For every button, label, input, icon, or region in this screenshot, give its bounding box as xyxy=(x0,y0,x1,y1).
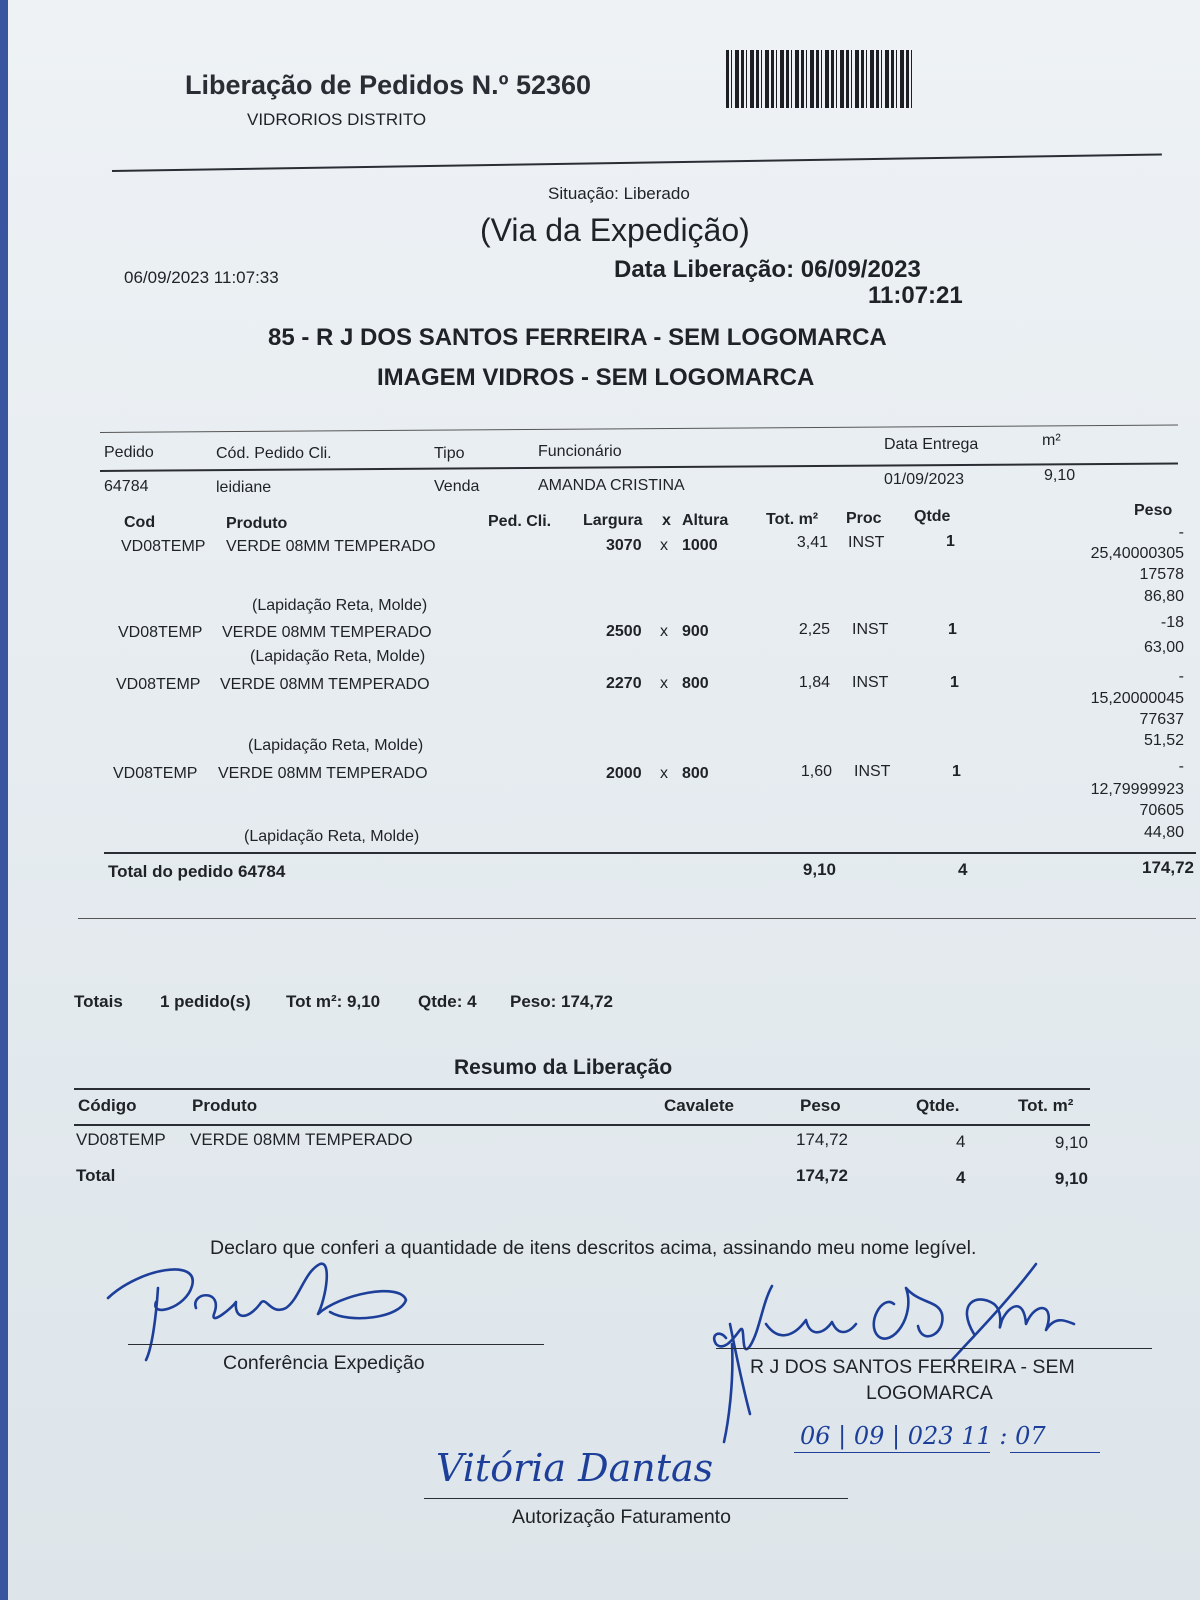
item-peso-4: 51,52 xyxy=(1143,732,1184,749)
item-peso-2: 15,20000045 xyxy=(1090,690,1184,707)
signature-line-right xyxy=(716,1348,1152,1349)
item-qtde: 1 xyxy=(952,763,961,780)
signature-label-right-2: LOGOMARCA xyxy=(866,1382,993,1404)
item-peso-1: -18 xyxy=(1160,614,1184,631)
order-value-cod-cli: leidiane xyxy=(216,479,272,496)
order-value-tipo: Venda xyxy=(434,478,480,495)
item-proc: INST xyxy=(848,534,885,551)
summary-row-peso: 174,72 xyxy=(796,1130,848,1149)
summary-header-cavalete: Cavalete xyxy=(664,1096,734,1115)
item-proc: INST xyxy=(852,621,889,638)
item-peso-1: - xyxy=(1178,668,1184,685)
summary-top-line xyxy=(74,1088,1090,1090)
page-edge xyxy=(0,0,8,1600)
barcode xyxy=(726,50,912,108)
item-altura: 1000 xyxy=(682,537,718,554)
item-peso-4: 86,80 xyxy=(1143,588,1184,605)
signature-label-right-1: R J DOS SANTOS FERREIRA - SEM xyxy=(750,1356,1075,1378)
summary-row-qtde: 4 xyxy=(956,1132,966,1151)
release-date: Data Liberação: 06/09/2023 xyxy=(614,256,921,283)
print-datetime: 06/09/2023 11:07:33 xyxy=(124,268,279,287)
summary-header-produto: Produto xyxy=(192,1096,258,1115)
summary-total-peso: 174,72 xyxy=(796,1166,848,1185)
item-altura: 800 xyxy=(682,765,709,782)
item-header-largura: Largura xyxy=(583,512,643,529)
summary-row-codigo: VD08TEMP xyxy=(76,1130,166,1149)
summary-title: Resumo da Liberação xyxy=(454,1056,673,1079)
time-underline xyxy=(1010,1452,1100,1453)
order-value-funcionario: AMANDA CRISTINA xyxy=(538,477,685,494)
item-largura: 2270 xyxy=(606,675,642,692)
item-header-qtde: Qtde xyxy=(914,508,951,525)
item-peso-2: 63,00 xyxy=(1143,639,1184,656)
item-largura: 2000 xyxy=(606,765,642,782)
item-peso-3: 70605 xyxy=(1139,802,1184,819)
item-altura: 900 xyxy=(682,623,709,640)
item-detail: (Lapidação Reta, Molde) xyxy=(252,597,428,614)
totals-label: Totais xyxy=(74,992,123,1011)
signature-line-bottom xyxy=(424,1498,848,1499)
item-x: x xyxy=(660,765,668,782)
handwritten-datetime: 06 | 09 | 023 11 : 07 xyxy=(800,1422,1046,1450)
item-header-ped-cli: Ped. Cli. xyxy=(488,513,552,530)
order-value-pedido: 64784 xyxy=(104,478,149,495)
signature-label-left: Conferência Expedição xyxy=(223,1352,425,1374)
item-detail: (Lapidação Reta, Molde) xyxy=(250,648,426,665)
item-qtde: 1 xyxy=(950,674,959,691)
items-total-m2: 9,10 xyxy=(802,860,836,879)
summary-header-codigo: Código xyxy=(78,1096,137,1115)
totals-peso: Peso: 174,72 xyxy=(510,992,614,1011)
summary-total-qtde: 4 xyxy=(956,1168,966,1187)
item-tot-m2: 2,25 xyxy=(798,621,830,638)
totals-pedidos: 1 pedido(s) xyxy=(160,992,251,1011)
signature-client xyxy=(706,1264,1106,1444)
item-header-produto: Produto xyxy=(226,515,288,532)
signature-stroke xyxy=(724,1344,732,1442)
item-header-altura: Altura xyxy=(682,512,729,529)
item-largura: 2500 xyxy=(606,623,642,640)
summary-header-peso: Peso xyxy=(800,1096,841,1115)
item-peso-1: - xyxy=(1178,524,1184,541)
item-tot-m2: 3,41 xyxy=(796,534,828,551)
item-x: x xyxy=(660,537,668,554)
signature-stroke xyxy=(195,1264,406,1319)
item-altura: 800 xyxy=(682,675,709,692)
item-header-proc: Proc xyxy=(846,510,882,527)
summary-total-label: Total xyxy=(76,1166,116,1185)
item-produto: VERDE 08MM TEMPERADO xyxy=(218,765,428,782)
item-header-peso: Peso xyxy=(1134,502,1173,519)
item-header-tot-m2: Tot. m² xyxy=(766,511,819,528)
summary-header-line xyxy=(74,1124,1090,1126)
item-proc: INST xyxy=(852,674,889,691)
item-peso-2: 25,40000305 xyxy=(1090,545,1184,562)
item-produto: VERDE 08MM TEMPERADO xyxy=(226,538,436,555)
summary-header-tot-m2: Tot. m² xyxy=(1018,1096,1074,1115)
summary-header-qtde: Qtde. xyxy=(916,1096,960,1115)
items-total-line xyxy=(104,852,1196,854)
item-cod: VD08TEMP xyxy=(118,624,203,641)
section-divider xyxy=(78,918,1196,919)
order-header-pedido: Pedido xyxy=(104,444,154,461)
status-text: Situação: Liberado xyxy=(548,184,690,203)
items-total-qtde: 4 xyxy=(958,860,968,879)
item-largura: 3070 xyxy=(606,537,642,554)
copy-label: (Via da Expedição) xyxy=(480,212,750,248)
item-header-cod: Cod xyxy=(124,514,156,531)
declaration-text: Declaro que conferi a quantidade de itens descritos acima, assinando meu nome legível. xyxy=(210,1237,977,1259)
item-x: x xyxy=(660,623,668,640)
document-title: Liberação de Pedidos N.º 52360 xyxy=(185,70,592,100)
items-total-peso: 174,72 xyxy=(1142,858,1194,877)
summary-row-produto: VERDE 08MM TEMPERADO xyxy=(190,1130,413,1149)
item-qtde: 1 xyxy=(946,533,955,550)
item-peso-2: 12,79999923 xyxy=(1090,781,1184,798)
item-qtde: 1 xyxy=(948,621,957,638)
item-x: x xyxy=(660,675,668,692)
item-peso-3: 77637 xyxy=(1139,711,1184,728)
order-header-funcionario: Funcionário xyxy=(538,443,622,460)
item-peso-1: - xyxy=(1178,758,1184,775)
item-peso-3: 17578 xyxy=(1139,566,1184,583)
client-line-2: IMAGEM VIDROS - SEM LOGOMARCA xyxy=(377,364,815,391)
item-proc: INST xyxy=(854,763,891,780)
item-produto: VERDE 08MM TEMPERADO xyxy=(222,624,432,641)
items-total-label: Total do pedido 64784 xyxy=(108,862,286,881)
summary-row-tot-m2: 9,10 xyxy=(1054,1133,1088,1152)
order-header-tipo: Tipo xyxy=(434,445,465,462)
item-cod: VD08TEMP xyxy=(116,676,201,693)
company-name: VIDRORIOS DISTRITO xyxy=(247,110,427,129)
signature-stroke xyxy=(874,1288,943,1339)
signature-stroke xyxy=(146,1288,158,1360)
signature-stroke xyxy=(108,1269,193,1309)
order-value-m2: 9,10 xyxy=(1044,467,1076,484)
signature-stroke xyxy=(714,1286,772,1349)
release-time: 11:07:21 xyxy=(868,282,963,309)
item-detail: (Lapidação Reta, Molde) xyxy=(244,828,420,845)
item-cod: VD08TEMP xyxy=(121,538,206,555)
item-detail: (Lapidação Reta, Molde) xyxy=(248,737,424,754)
order-header-cod-cli: Cód. Pedido Cli. xyxy=(216,445,332,462)
summary-total-tot-m2: 9,10 xyxy=(1054,1169,1088,1188)
signature-vitoria: Vitória Dantas xyxy=(436,1446,714,1490)
date-underline xyxy=(794,1452,990,1453)
order-header-data-entrega: Data Entrega xyxy=(884,436,979,453)
item-peso-4: 44,80 xyxy=(1143,824,1184,841)
totals-qtde: Qtde: 4 xyxy=(418,992,477,1011)
signature-stroke xyxy=(967,1299,1074,1334)
item-tot-m2: 1,84 xyxy=(798,674,830,691)
signature-line-left xyxy=(128,1344,544,1345)
totals-m2: Tot m²: 9,10 xyxy=(286,992,381,1011)
order-header-m2: m² xyxy=(1042,432,1061,449)
item-produto: VERDE 08MM TEMPERADO xyxy=(220,676,430,693)
order-value-data-entrega: 01/09/2023 xyxy=(884,471,965,488)
item-cod: VD08TEMP xyxy=(113,765,198,782)
item-tot-m2: 1,60 xyxy=(800,763,832,780)
signature-stroke xyxy=(766,1320,856,1335)
item-header-x: x xyxy=(662,512,671,529)
client-line-1: 85 - R J DOS SANTOS FERREIRA - SEM LOGOMARCA xyxy=(268,324,887,351)
signature-label-bottom: Autorização Faturamento xyxy=(512,1506,731,1528)
